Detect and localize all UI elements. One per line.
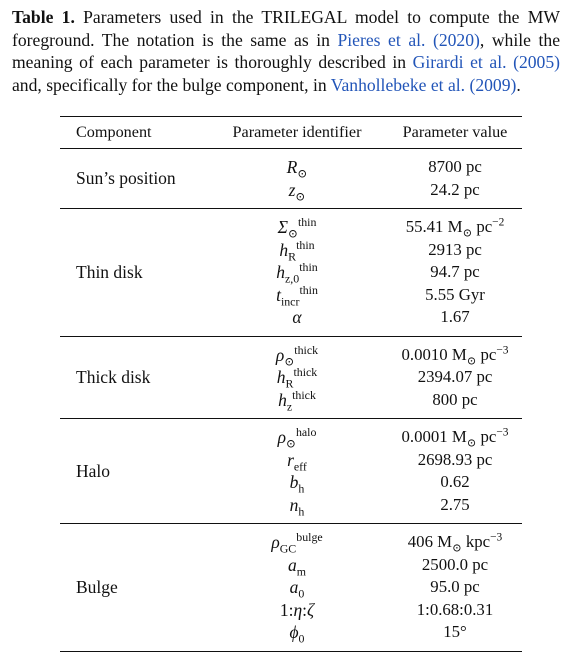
- table-row: [60, 524, 522, 652]
- parameter-value: 1.67: [440, 307, 470, 326]
- parameter-identifiers: [206, 149, 388, 209]
- parameter-identifiers: [206, 419, 388, 524]
- parameter-identifier: $a_0$: [289, 577, 305, 601]
- parameter-value: 95.0 pc: [430, 577, 480, 596]
- parameter-identifier: $h_{z,0}^{thin}$: [276, 260, 318, 286]
- parameter-value: 800 pc: [432, 389, 478, 409]
- parameter-value: 8700 pc: [428, 157, 482, 176]
- parameter-identifier: $b_h$: [289, 472, 305, 496]
- parameter-value: 94.7 pc: [430, 262, 480, 281]
- parameter-value: 24.2 pc: [430, 179, 480, 199]
- parameter-identifiers: [206, 336, 388, 419]
- parameter-identifier: $\Sigma_⊙^{thin}$: [277, 215, 317, 241]
- component-name: Thin disk: [76, 261, 143, 282]
- component-name: Bulge: [76, 576, 118, 597]
- citation-link-girardi[interactable]: Girardi et al. (2005): [412, 52, 560, 72]
- parameter-identifier: $\rho_⊙^{halo}$: [277, 425, 317, 451]
- parameter-identifier: $h_z^{thick}$: [278, 387, 316, 413]
- component-name: Halo: [76, 460, 111, 481]
- header-row: [60, 117, 522, 149]
- parameter-value: 406 $M_⊙$ kpc$^{-3}$: [407, 531, 503, 555]
- caption-text: Parameters used in the TRILEGAL model to compute the MW foreground. The notation is the same as in: [12, 7, 560, 50]
- parameter-value: 0.0001 $M_⊙$ $pc^{-3}$: [401, 426, 509, 450]
- table-group: [60, 149, 522, 209]
- parameter-value: 15°: [443, 622, 467, 641]
- table-group: [60, 209, 522, 337]
- parameter-value: 2500.0 pc: [421, 554, 489, 574]
- parameter-identifiers: [206, 209, 388, 337]
- parameter-value: 0.0010 $M_⊙$ $pc^{-3}$: [401, 343, 509, 367]
- parameter-value: 2698.93 pc: [417, 449, 493, 469]
- table-caption: [12, 6, 560, 96]
- table-header: [60, 117, 522, 149]
- parameter-identifier: 1:η:ζ: [279, 599, 315, 620]
- parameter-identifier: α: [292, 307, 302, 327]
- header-parameter-value: Parameter value: [402, 123, 508, 141]
- parameter-identifier: $h_R^{thick}$: [276, 365, 318, 391]
- parameters-table: [60, 116, 522, 652]
- parameter-value: 1:0.68:0.31: [416, 599, 494, 619]
- header-component: Component: [76, 123, 152, 141]
- parameter-identifier: $h_R^{thin}$: [279, 237, 315, 263]
- table-group: [60, 419, 522, 524]
- parameter-value: 5.55 Gyr: [425, 284, 485, 304]
- component-name: Sun’s position: [76, 168, 176, 188]
- parameter-values: [388, 524, 522, 652]
- parameter-identifier: $a_m$: [288, 554, 306, 578]
- caption-text: .: [516, 74, 521, 95]
- table-row: [60, 336, 522, 419]
- parameter-identifier: $R_⊙$: [286, 157, 308, 181]
- parameter-identifier: $r_{eff}$: [287, 449, 307, 473]
- parameter-identifier: $\phi_0$: [289, 622, 305, 646]
- parameter-values: [388, 336, 522, 419]
- parameter-identifier: $\rho_{GC}^{bulge}$: [271, 530, 323, 556]
- table-group: [60, 336, 522, 419]
- component-name: Thick disk: [76, 366, 151, 387]
- parameter-identifier: $z_⊙$: [288, 179, 306, 203]
- citation-link-pieres[interactable]: Pieres et al. (2020): [337, 29, 480, 50]
- table-row: [60, 149, 522, 209]
- parameter-value: 2.75: [440, 494, 470, 514]
- parameter-value: 55.41 $M_⊙$ $pc^{-2}$: [405, 216, 505, 240]
- caption-text: and, specifically for the bulge component, in: [12, 74, 331, 95]
- parameter-identifier: $\rho_⊙^{thick}$: [275, 342, 319, 368]
- table-group: [60, 524, 522, 652]
- header-parameter-identifier: Parameter identifier: [232, 123, 362, 141]
- parameter-identifier: $t_{incr}^{thin}$: [276, 282, 318, 308]
- parameter-value: 2913 pc: [428, 239, 482, 259]
- citation-link-vanhollebeke[interactable]: Vanhollebeke et al. (2009): [330, 74, 517, 95]
- table-label: Table 1.: [12, 7, 75, 27]
- table-row: [60, 419, 522, 524]
- parameter-values: [388, 149, 522, 209]
- parameter-value: 0.62: [440, 472, 470, 491]
- parameter-values: [388, 209, 522, 337]
- caption-text: , while the meaning of each parameter is thoroughly described in: [12, 29, 560, 72]
- parameter-values: [388, 419, 522, 524]
- parameter-identifier: $n_h$: [289, 494, 305, 518]
- parameter-identifiers: [206, 524, 388, 652]
- table-row: [60, 209, 522, 337]
- parameter-value: 2394.07 pc: [417, 367, 493, 386]
